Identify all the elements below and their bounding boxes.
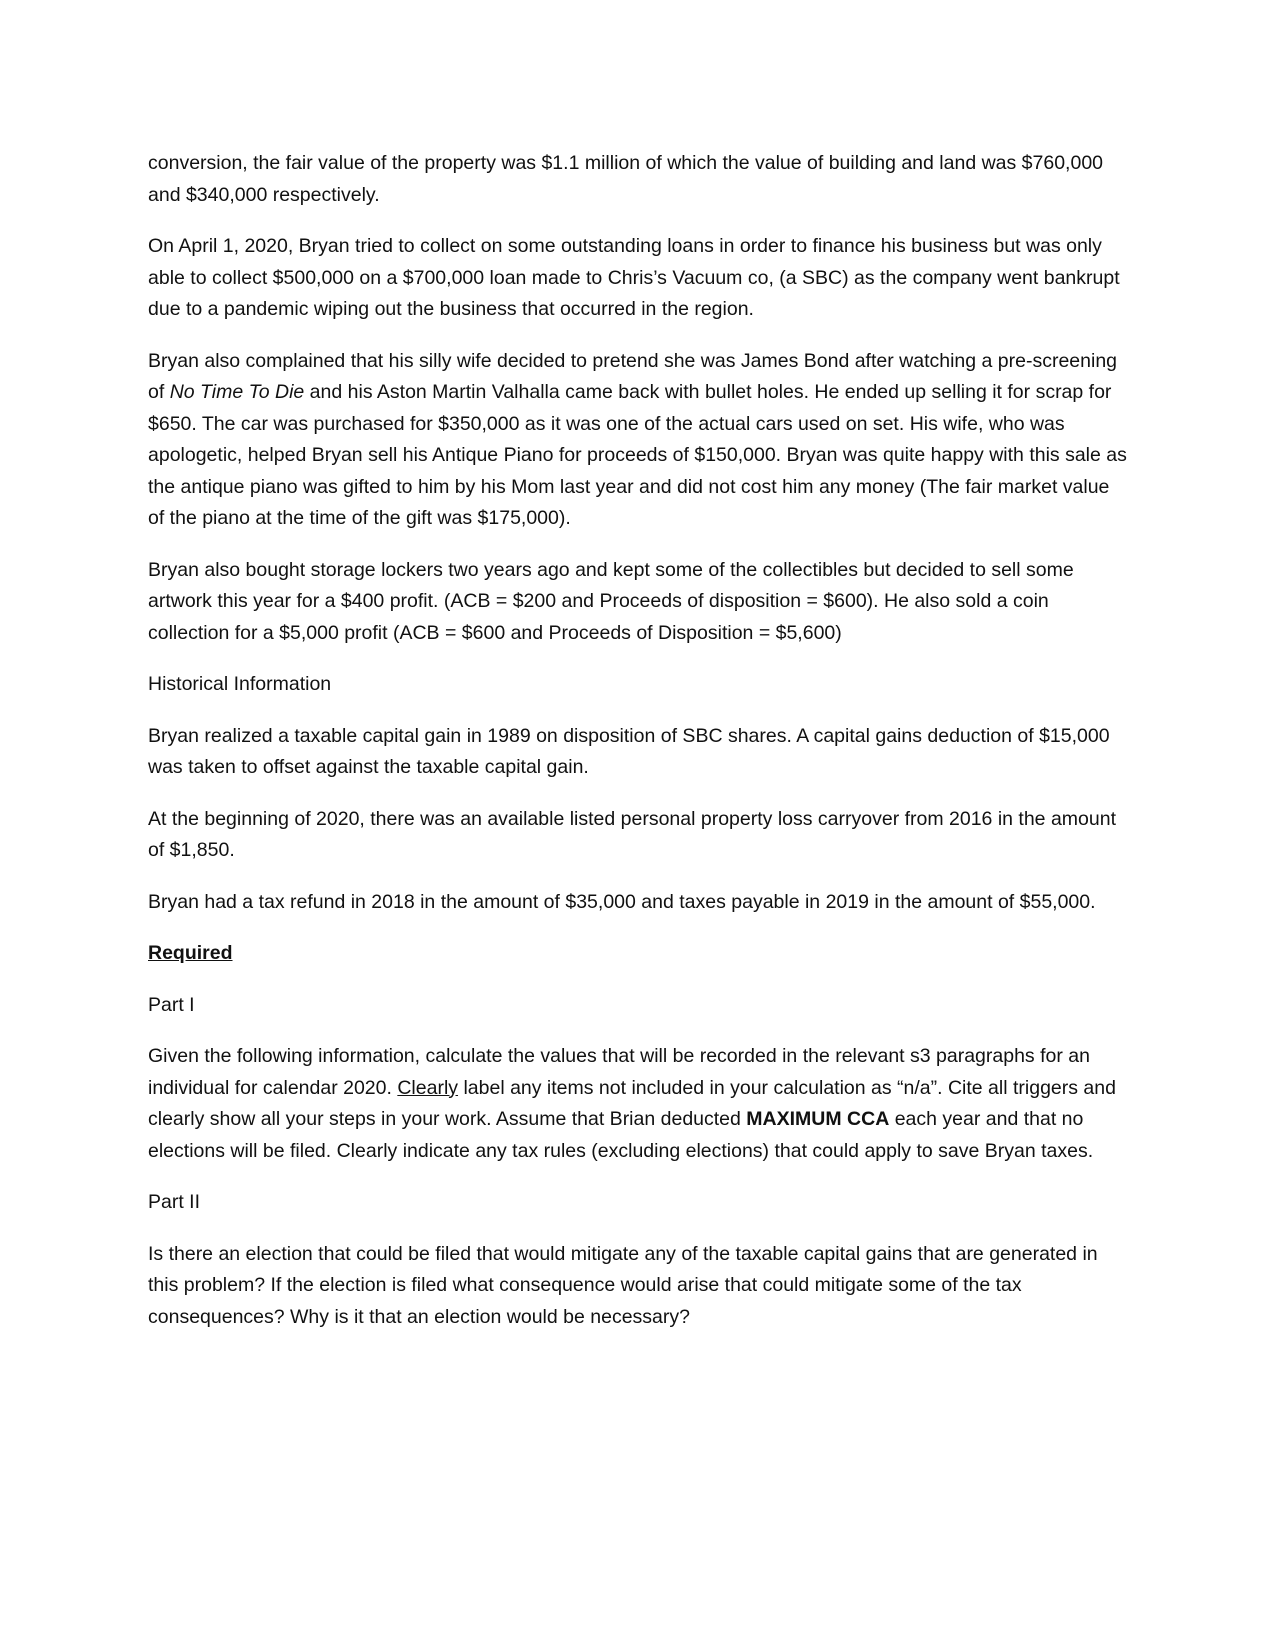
document-body [148, 148, 1128, 1353]
part-one-text-b: label any items not included in your calculation as “n/a”. Cite all triggers and clearly show all your steps in your work. Assume that Brian deducted [148, 1076, 1116, 1130]
paragraph-sbc-shares: Bryan realized a taxable capital gain in 1989 on disposition of SBC shares. A capital gains deduction of $15,000 was taken to offset against the taxable capital gain. [148, 724, 1110, 778]
part-one-text-a: Given the following information, calculate the values that will be recorded in the relevant s3 paragraphs for an individual for calendar 2020. [148, 1045, 1090, 1099]
paragraph-lpp-loss: At the beginning of 2020, there was an available listed personal property loss carryover from 2016 in the amount of $1,850. [148, 807, 1116, 861]
historical-information-heading: Historical Information [148, 673, 332, 695]
movie-title: No Time To Die [169, 381, 305, 403]
paragraph-part-one-instructions [148, 1041, 1128, 1167]
paragraph-storage-lockers: Bryan also bought storage lockers two years ago and kept some of the collectibles but decided to sell some artwork this year for a $400 profit. (ACB = $200 and Proceeds of disposition = $600). He also sold a coin collection for a $5,000 profit (ACB = $600 and Proceeds of Disposition = $5,600) [148, 558, 1074, 644]
required-heading-text: Required [148, 942, 233, 964]
part-one-text-c: each year and that no elections will be filed. Clearly indicate any tax rules (excluding elections) that could apply to save Bryan taxes. [148, 1108, 1094, 1162]
required-heading [148, 938, 1128, 970]
paragraph-car-and-piano [148, 346, 1128, 535]
paragraph-conversion: conversion, the fair value of the property was $1.1 million of which the value of building and land was $760,000 and $340,000 respectively. [148, 152, 1104, 206]
maximum-cca-bold: MAXIMUM CCA [746, 1108, 890, 1130]
paragraph-loan-collection: On April 1, 2020, Bryan tried to collect on some outstanding loans in order to finance his business but was only able to collect $500,000 on a $700,000 loan made to Chris’s Vacuum co, (a SBC) as the company went bankrupt due to a pandemic wiping out the business that occurred in the region. [148, 235, 1120, 320]
paragraph-part-two-question: Is there an election that could be filed that would mitigate any of the taxable capital gains that are generated in this problem? If the election is filed what consequence would arise that could mitigate some of the tax consequences? Why is it that an election would be necessary? [148, 1242, 1098, 1328]
part-one-heading: Part I [148, 993, 195, 1016]
clearly-underlined: Clearly [397, 1076, 459, 1099]
paragraph-car-text-b: and his Aston Martin Valhalla came back with bullet holes. He ended up selling it for scrap for $650. The car was purchased for $350,000 as it was one of the actual cars used on set. His wife, who was apologetic, helped Bryan sell his Antique Piano for proceeds of $150,000. Bryan was quite happy with this sale as the antique piano was gifted to him by his Mom last year and did not cost him any money (The fair market value of the piano at the time of the gift was $175,000). [148, 381, 1127, 529]
paragraph-car-text-a: Bryan also complained that his silly wife decided to pretend she was James Bond after watching a pre-screening of [148, 349, 1118, 403]
part-two-heading: Part II [148, 1191, 201, 1213]
paragraph-tax-refund: Bryan had a tax refund in 2018 in the amount of $35,000 and taxes payable in 2019 in the amount of $55,000. [148, 890, 1096, 913]
